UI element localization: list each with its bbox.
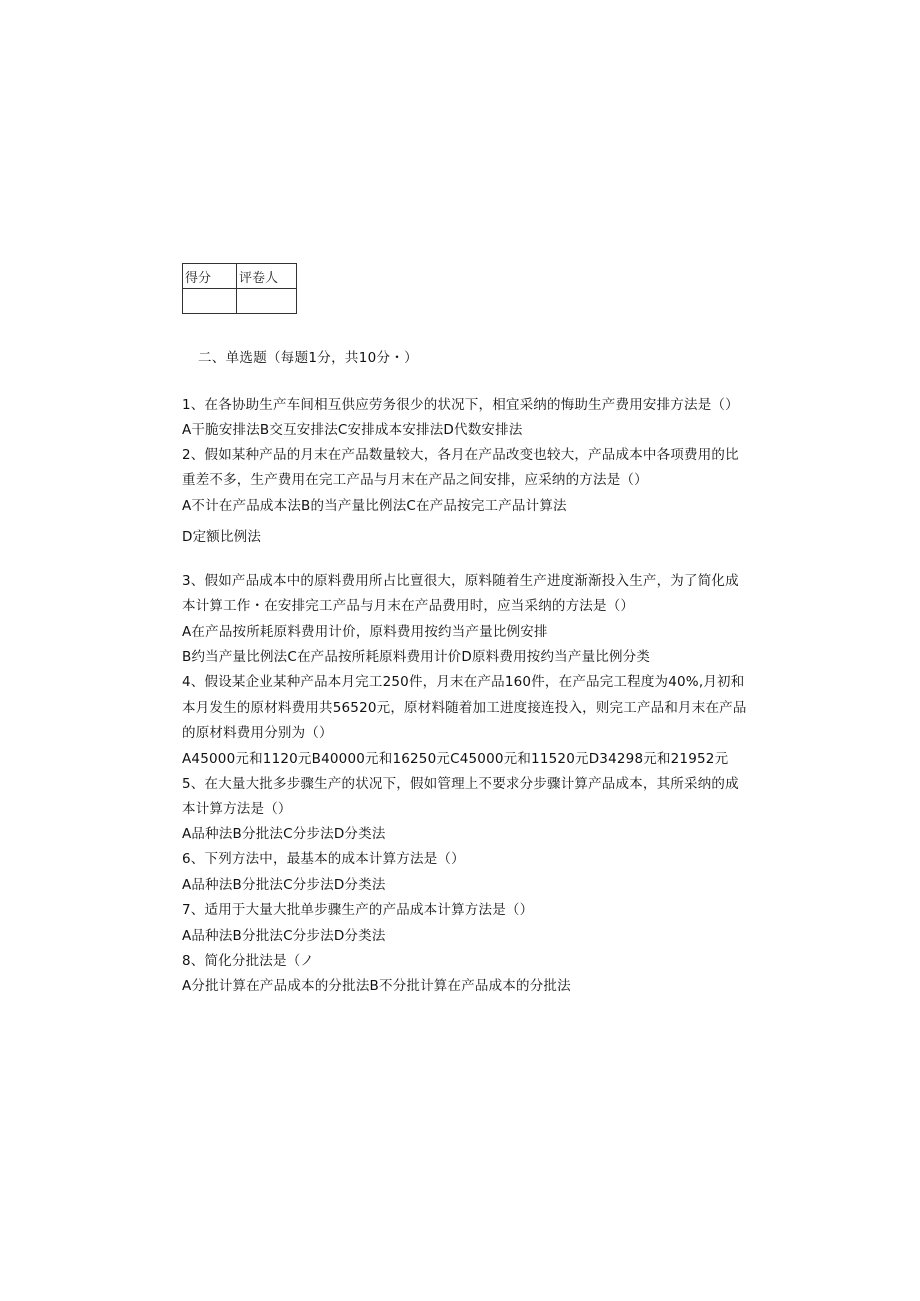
- question-4-text: 4、假设某企业某种产品本月完工250件，月末在产品160件，在产品完工程度为40%,月初和: [182, 674, 745, 690]
- question-8-text: 8、简化分批法是（ノ: [182, 953, 315, 969]
- question-3-text-cont: 本计算工作・在安排完工产品与月末在产品费用时，应当采纳的方法是（）: [182, 598, 635, 614]
- question-7-text: 7、适用于大量大批单步骤生产的产品成本计算方法是（）: [182, 902, 534, 918]
- question-8-options: A分批计算在产品成本的分批法B不分批计算在产品成本的分批法: [182, 978, 571, 994]
- score-cell[interactable]: [183, 289, 237, 314]
- section-title: 二、单选题（每题1分，共10分・）: [198, 350, 418, 366]
- question-5-text-cont: 本计算方法是（）: [182, 801, 292, 817]
- score-table: [182, 263, 297, 314]
- question-1-text: 1、在各协助生产车间相互供应劳务很少的状况下，相宜采纳的悔助生产费用安排方法是（）: [182, 397, 739, 413]
- question-2-option-d: D定额比例法: [182, 529, 262, 545]
- question-7-options: A品种法B分批法C分步法D分类法: [182, 928, 386, 944]
- question-2-text-cont: 重差不多，生产费用在完工产品与月末在产品之间安排，应采纳的方法是（）: [182, 472, 648, 488]
- question-5-options: A品种法B分批法C分步法D分类法: [182, 826, 386, 842]
- grader-header: 评卷人: [237, 264, 297, 289]
- question-4-text-cont-2: 的原材料费用分别为（）: [182, 725, 333, 741]
- score-header: 得分: [183, 264, 237, 289]
- question-3-text: 3、假如产品成本中的原料费用所占比亶很大，原料随着生产进度渐渐投入生产，为了简化成: [182, 573, 739, 589]
- grader-cell[interactable]: [237, 289, 297, 314]
- question-6-options: A品种法B分批法C分步法D分类法: [182, 877, 386, 893]
- question-6-text: 6、下列方法中，最基本的成本计算方法是（）: [182, 851, 465, 867]
- score-table-input-row: [183, 289, 297, 314]
- question-1-options: A干脆安排法B交互安排法C安排成本安排法D代数安排法: [182, 422, 523, 438]
- question-3-option-a: A在产品按所耗原料费用计价，原料费用按约当产量比例安排: [182, 624, 548, 640]
- question-4-text-cont: 本月发生的原材料费用共56520元，原材料随着加工进度接连投入，则完工产品和月末在产品: [182, 700, 747, 716]
- question-2-options: A不计在产品成本法B的当产量比例法C在产品按完工产品计算法: [182, 498, 567, 514]
- question-2-text: 2、假如某种产品的月末在产品数量较大，各月在产品改变也较大，产品成本中各项费用的比: [182, 447, 739, 463]
- question-5-text: 5、在大量大批多步骤生产的状况下，假如管理上不要求分步骤计算产品成本，其所采纳的成: [182, 776, 739, 792]
- question-4-options: A45000元和1120元B40000元和16250元C45000元和11520元D34298元和21952元: [182, 751, 729, 767]
- question-3-options-bcd: B约当产量比例法C在产品按所耗原料费用计价D原料费用按约当产量比例分类: [182, 649, 651, 665]
- score-table-header-row: [183, 264, 297, 289]
